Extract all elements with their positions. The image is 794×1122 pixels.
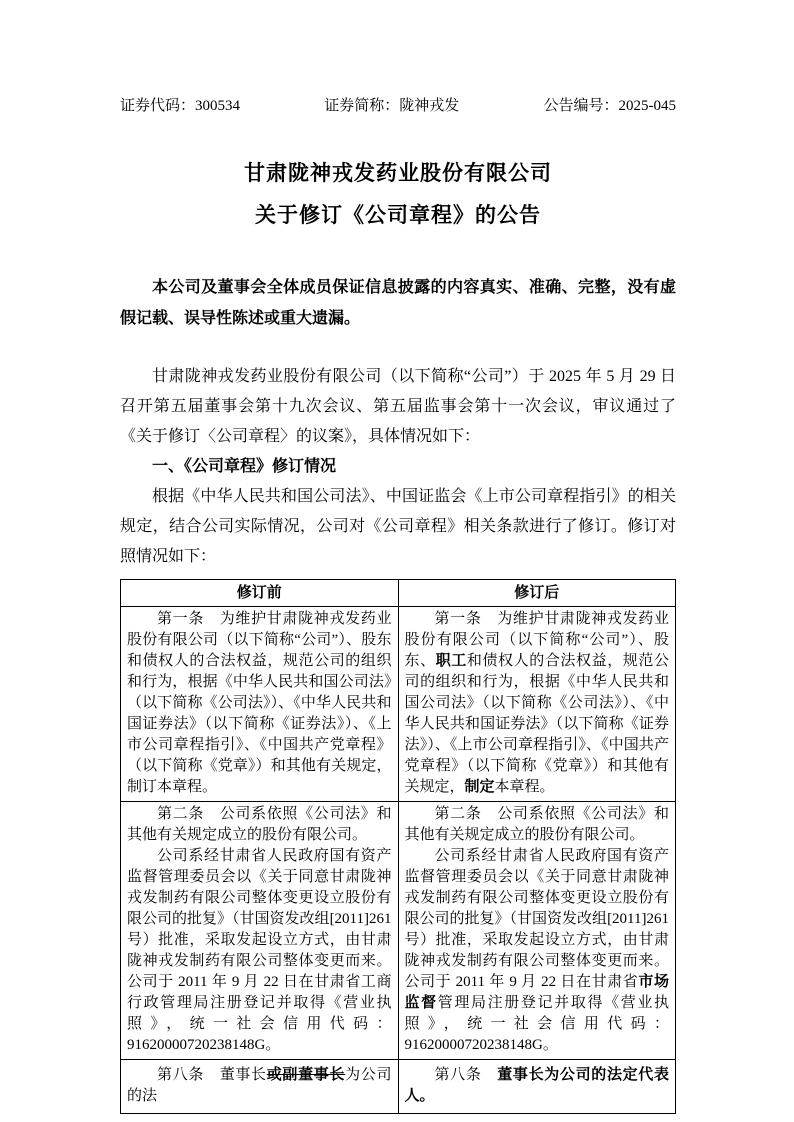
column-header-after: 修订后 [398, 580, 676, 607]
table-cell-left [121, 607, 399, 802]
table-cell-left [121, 1060, 399, 1114]
text-run: 第一条 为维护甘肃陇神戎发药业股份有限公司（以下简称“公司”）、股东和债权人的合法权益，规范公司的组织和行为，根据《中华人民共和国公司法》（以下简称《公司法》）、《中华人民共和国证券法》（以下简称《证券法》）、《上市公司章程指引》、《中国共产党章程》（以下简称《党章》）和其他有关规定，制订本章程。 [127, 611, 392, 795]
text-run: 公司系经甘肃省人民政府国有资产监督管理委员会以《关于同意甘肃陇神戎发制药有限公司整体变更设立股份有限公司的批复》（甘国资发改组[2011]261 号）批准，采取发起设立方式，由甘肃陇神戎发制药有限公司整体变更而来。公司于 2011 年 9 月 22 日在甘肃省工商行政管理局注册登记并取得《营业执照》，统一社会信用代码：91620000720238148G。 [127, 848, 392, 1053]
table-row [121, 607, 676, 802]
table-cell-right [398, 802, 676, 1060]
intro-paragraph: 甘肃陇神戎发药业股份有限公司（以下简称“公司”）于 2025 年 5 月 29 日召开第五届董事会第十九次会议、第五届监事会第十一次会议，审议通过了《关于修订〈公司章程〉的议案》，具体情况如下： [120, 368, 676, 445]
text-run: 或副董事长 [266, 1067, 346, 1083]
cell-paragraph [405, 804, 670, 846]
cell-paragraph [127, 609, 392, 798]
stock-short-name: 证券简称：陇神戎发 [324, 98, 460, 114]
cell-paragraph [127, 846, 392, 1056]
table-row [121, 802, 676, 1060]
column-header-before: 修订前 [121, 580, 399, 607]
cell-paragraph [127, 1065, 392, 1107]
section-1-intro-paragraph: 根据《中华人民共和国公司法》、中国证监会《上市公司章程指引》的相关规定，结合公司实际情况，公司对《公司章程》相关条款进行了修订。修订对照情况如下： [120, 488, 676, 565]
cell-paragraph [405, 846, 670, 1056]
text-run: 职工 [435, 653, 467, 669]
cell-paragraph [405, 1065, 670, 1107]
revision-comparison-table [120, 579, 676, 1114]
table-header-row [121, 580, 676, 607]
text-run: 制定 [464, 779, 495, 795]
text-run: 第八条 董事长 [157, 1067, 267, 1083]
table-cell-right [398, 607, 676, 802]
text-run: 市场监督 [404, 974, 669, 1011]
text-run: 第八条 [434, 1067, 498, 1083]
document-info-line [120, 96, 676, 116]
announcement-number: 公告编号：2025-045 [543, 98, 676, 114]
text-run: 管理局注册登记并取得《营业执照》，统一社会信用代码：91620000720238148G。 [404, 995, 669, 1053]
table-cell-right [398, 1060, 676, 1114]
cell-paragraph [127, 804, 392, 846]
table-row [121, 1060, 676, 1114]
text-run: 公司系经甘肃省人民政府国有资产监督管理委员会以《关于同意甘肃陇神戎发制药有限公司整体变更设立股份有限公司的批复》（甘国资发改组[2011]261 号）批准，采取发起设立方式，由甘肃陇神戎发制药有限公司整体变更而来。公司于 2011 年 9 月 22 日在甘肃省 [404, 848, 669, 990]
stock-code: 证券代码：300534 [120, 98, 241, 114]
announcement-subject-title: 关于修订《公司章程》的公告 [255, 203, 541, 227]
section-1-heading: 一、《公司章程》修订情况 [152, 458, 337, 475]
text-run: 董事长为公司的法定代表人。 [404, 1067, 669, 1104]
text-run: 和债权人的合法权益，规范公司的组织和行为，根据《中华人民共和国公司法》（以下简称《公司法》）、《中华人民共和国证券法》（以下简称《证券法》）、《上市公司章程指引》、《中国共产党章程》（以下简称《党章》）和其他有关规定， [404, 653, 669, 795]
company-name-title: 甘肃陇神戎发药业股份有限公司 [244, 161, 552, 185]
text-run: 第二条 公司系依照《公司法》和其他有关规定成立的股份有限公司。 [127, 806, 392, 843]
disclaimer-paragraph: 本公司及董事会全体成员保证信息披露的内容真实、准确、完整，没有虚假记载、误导性陈述或重大遗漏。 [120, 279, 676, 327]
text-run: 为公司的法 [127, 1067, 392, 1104]
text-run: 第一条 为维护甘肃陇神戎发药业股份有限公司（以下简称“公司”）、股东、 [404, 611, 669, 669]
revision-table-head [121, 580, 676, 607]
table-cell-left [121, 802, 399, 1060]
revision-table-body [121, 607, 676, 1114]
cell-paragraph [405, 609, 670, 798]
text-run: 本章程。 [494, 779, 555, 795]
title-block [120, 160, 676, 228]
text-run: 第二条 公司系依照《公司法》和其他有关规定成立的股份有限公司。 [404, 806, 669, 843]
